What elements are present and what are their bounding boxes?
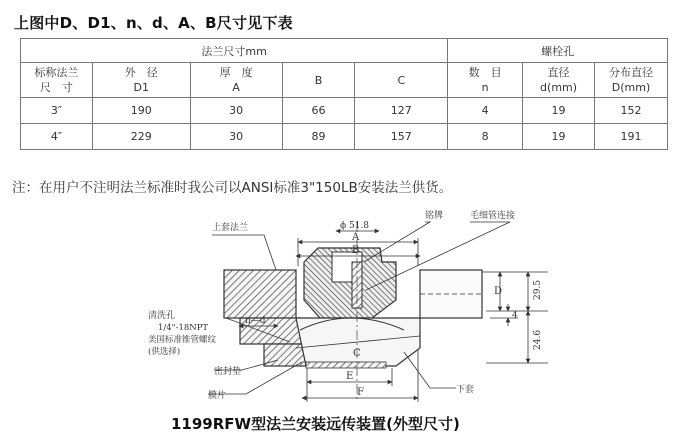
label-29-5: 29.5 bbox=[533, 279, 543, 300]
table-cell: 30 bbox=[190, 98, 282, 124]
label-d: D bbox=[494, 286, 503, 297]
label-nameplate: 铭牌 bbox=[425, 211, 444, 221]
table-cell: 19 bbox=[523, 124, 595, 150]
header-cell: B bbox=[282, 63, 355, 98]
header-cell: C bbox=[355, 63, 448, 98]
table-cell: 157 bbox=[355, 124, 448, 150]
label-a: A bbox=[352, 232, 360, 243]
header-cell: 外 径 D1 bbox=[92, 63, 190, 98]
label-n-d: n—d bbox=[245, 316, 266, 326]
label-thread-standard: 美国标准锥管螺纹 bbox=[148, 335, 217, 345]
header-cell: 分布直径 D(mm) bbox=[595, 63, 668, 98]
table-cell: 191 bbox=[595, 124, 668, 150]
page-title: 上图中D、D1、n、d、A、B尺寸见下表 bbox=[14, 14, 293, 32]
header-cell: 直径 d(mm) bbox=[523, 63, 595, 98]
label-cleanout: 清洗孔 bbox=[148, 311, 176, 321]
table-cell: 190 bbox=[92, 98, 190, 124]
header-cell: 厚 度 A bbox=[190, 63, 282, 98]
label-f: F bbox=[357, 387, 364, 398]
label-phi: ϕ 51.8 bbox=[340, 221, 370, 231]
table-cell: 4 bbox=[448, 98, 523, 124]
label-b: B bbox=[352, 245, 360, 256]
table-cell: 30 bbox=[190, 124, 282, 150]
label-thread-optional: (供选择) bbox=[148, 347, 181, 357]
table-cell: 4″ bbox=[21, 124, 93, 150]
table-cell: 152 bbox=[595, 98, 668, 124]
table-cell: 89 bbox=[282, 124, 355, 150]
table-cell: 8 bbox=[448, 124, 523, 150]
label-upper-flange: 上套法兰 bbox=[212, 223, 249, 233]
table-cell: 229 bbox=[92, 124, 190, 150]
table-cell: 19 bbox=[523, 98, 595, 124]
table-cell: 127 bbox=[355, 98, 448, 124]
label-thread-spec: 1/4"-18NPT bbox=[158, 323, 209, 333]
note-text: 注：在用户不注明法兰标准时我公司以ANSI标准3"150LB安装法兰供货。 bbox=[12, 180, 453, 196]
label-c: C bbox=[353, 348, 361, 359]
label-lower: 下套 bbox=[456, 385, 475, 395]
header-cell: 数 目 n bbox=[448, 63, 523, 98]
label-diaphragm: 膜片 bbox=[208, 391, 227, 401]
table-cell: 3″ bbox=[21, 98, 93, 124]
label-24-6: 24.6 bbox=[533, 329, 543, 350]
table-cell: 66 bbox=[282, 98, 355, 124]
figure-caption: 1199RFW型法兰安装远传装置(外型尺寸) bbox=[171, 415, 460, 433]
group-header-flange: 法兰尺寸mm bbox=[21, 39, 448, 63]
label-capillary: 毛细管连接 bbox=[470, 211, 516, 221]
header-cell: 标称法兰 尺 寸 bbox=[21, 63, 93, 98]
label-e: E bbox=[346, 371, 354, 382]
label-4: 4 bbox=[512, 311, 518, 321]
label-gasket: 密封垫 bbox=[214, 367, 242, 377]
group-header-bolt: 螺栓孔 bbox=[448, 39, 668, 63]
